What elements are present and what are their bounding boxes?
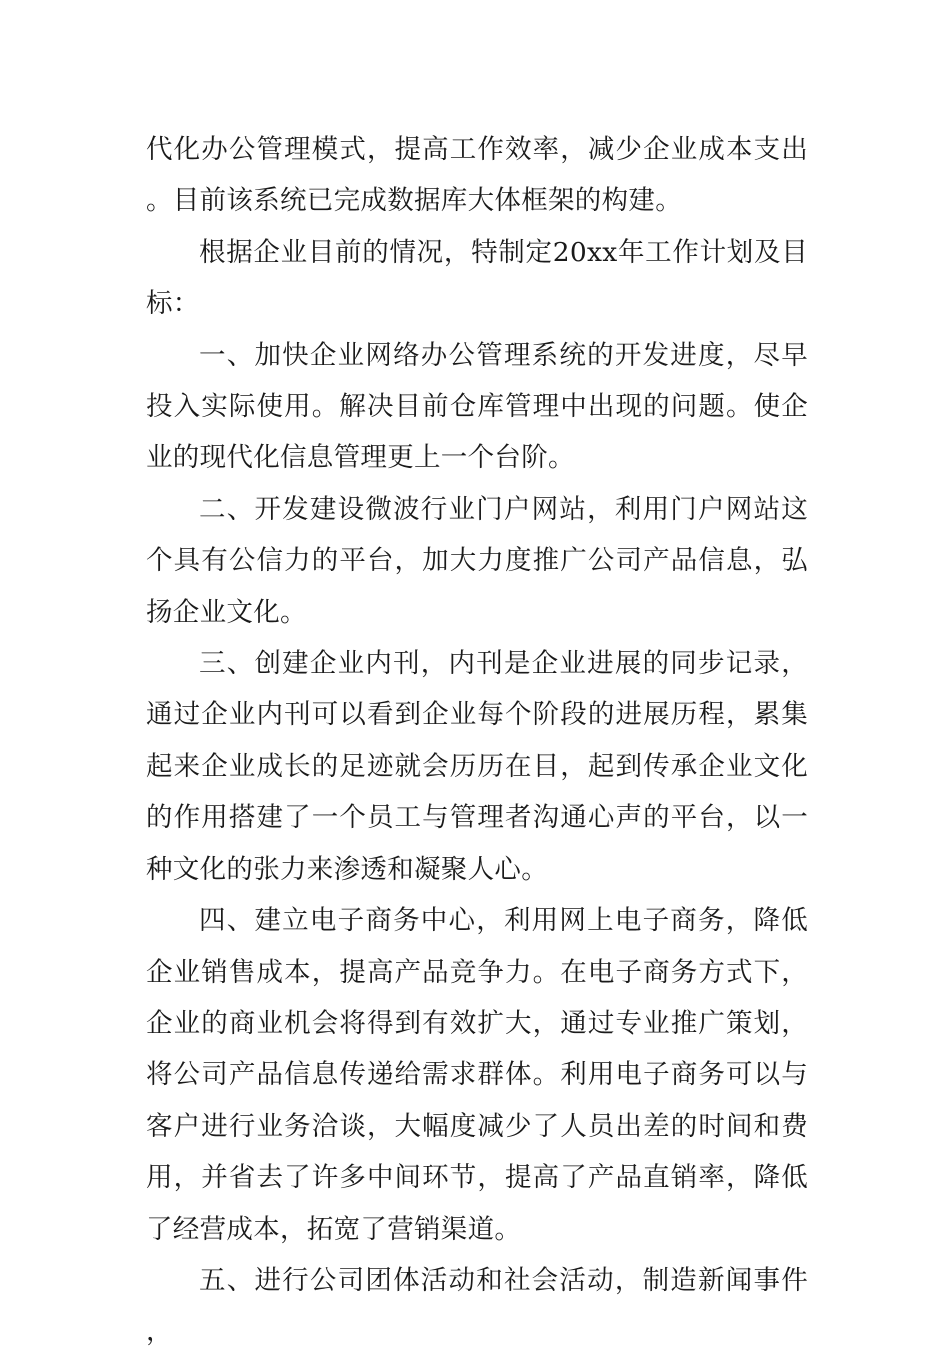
paragraph-intro-continuation: 代化办公管理模式，提高工作效率，减少企业成本支出。目前该系统已完成数据库大体框架的构建。 [146, 134, 808, 217]
paragraph-goal-3: 三、创建企业内刊，内刊是企业进展的同步记录，通过企业内刊可以看到企业每个阶段的进展历程，累集起来企业成长的足迹就会历历在目，起到传承企业文化的作用搭建了一个员工与管理者沟通心声的平台，以一种文化的张力来渗透和凝聚人心。 [146, 648, 808, 885]
paragraph-goal-1: 一、加快企业网络办公管理系统的开发进度，尽早投入实际使用。解决目前仓库管理中出现的问题。使企业的现代化信息管理更上一个台阶。 [146, 339, 808, 474]
paragraph-goal-5: 五、进行公司团体活动和社会活动，制造新闻事件， [146, 1264, 808, 1348]
document-body [146, 124, 808, 1358]
paragraph-plan-intro: 根据企业目前的情况，特制定20xx年工作计划及目标： [146, 236, 808, 320]
paragraph-goal-4: 四、建立电子商务中心，利用网上电子商务，降低企业销售成本，提高产品竞争力。在电子商务方式下，企业的商业机会将得到有效扩大，通过专业推广策划，将公司产品信息传递给需求群体。利用电子商务可以与客户进行业务洽谈，大幅度减少了人员出差的时间和费用，并省去了许多中间环节，提高了产品直销率，降低了经营成本，拓宽了营销渠道。 [146, 905, 808, 1245]
paragraph-goal-2: 二、开发建设微波行业门户网站，利用门户网站这个具有公信力的平台，加大力度推广公司产品信息，弘扬企业文化。 [146, 493, 808, 628]
